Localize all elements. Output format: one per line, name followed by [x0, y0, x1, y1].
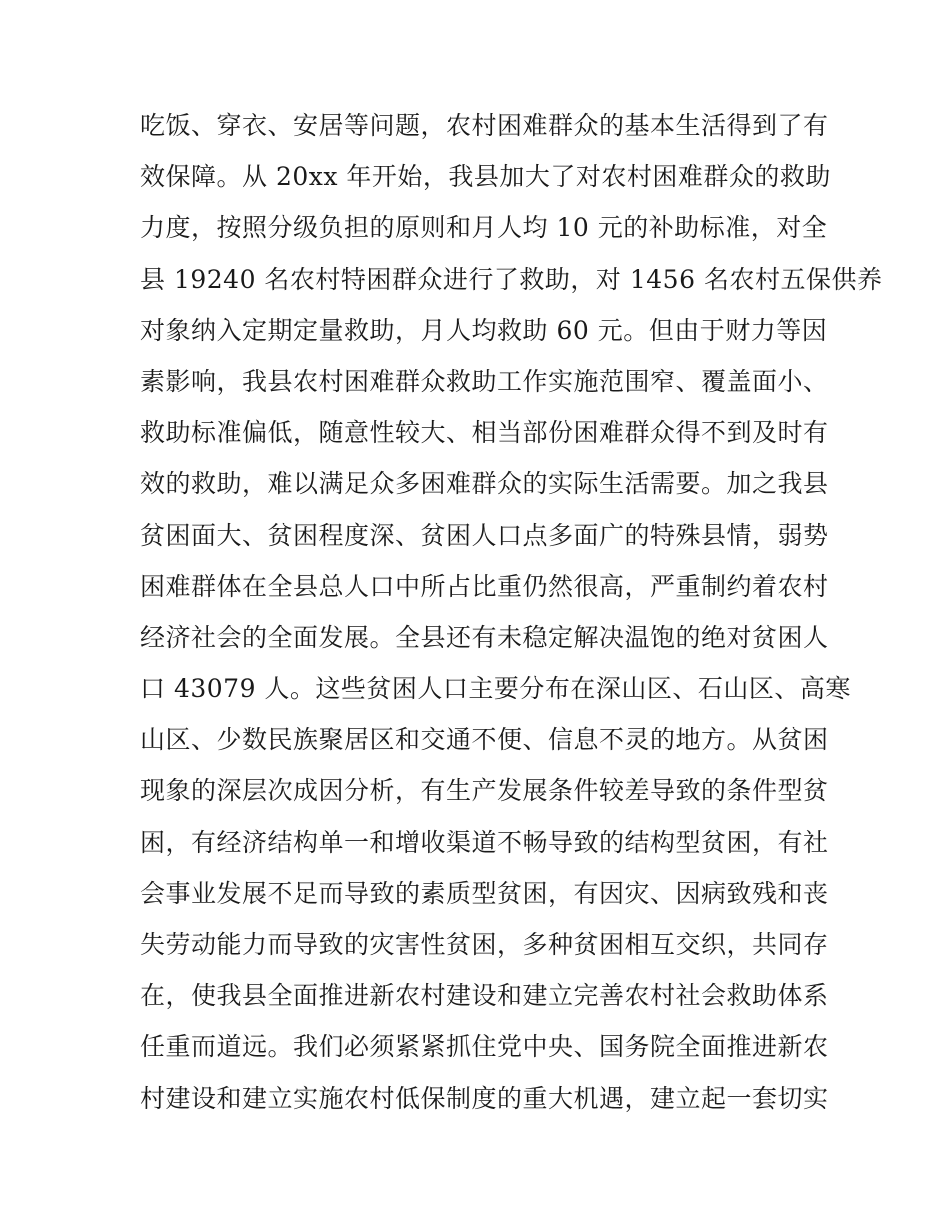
text-line: 现象的深层次成因分析，有生产发展条件较差导致的条件型贫 — [140, 776, 829, 806]
text-line: 对象纳入定期定量救助，月人均救助 60 元。但由于财力等因 — [140, 315, 828, 345]
text-line: 效保障。从 20xx 年开始，我县加大了对农村困难群众的救助 — [140, 162, 831, 192]
text-line: 口 43079 人。这些贫困人口主要分布在深山区、石山区、高寒 — [140, 674, 851, 704]
text-line: 救助标准偏低，随意性较大、相当部份困难群众得不到及时有 — [140, 418, 829, 448]
text-line: 会事业发展不足而导致的素质型贫困，有因灾、因病致残和丧 — [140, 878, 829, 908]
text-line: 在，使我县全面推进新农村建设和建立完善农村社会救助体系 — [140, 981, 829, 1011]
text-line: 吃饭、穿衣、安居等问题，农村困难群众的基本生活得到了有 — [140, 111, 829, 140]
text-line: 力度，按照分级负担的原则和月人均 10 元的补助标准，对全 — [140, 213, 828, 243]
text-line: 山区、少数民族聚居区和交通不便、信息不灵的地方。从贫困 — [140, 725, 829, 755]
text-line: 效的救助，难以满足众多困难群众的实际生活需要。加之我县 — [140, 469, 829, 499]
text-line: 贫困面大、贫困程度深、贫困人口点多面广的特殊县情，弱势 — [140, 520, 829, 550]
text-line: 村建设和建立实施农村低保制度的重大机遇，建立起一套切实 — [140, 1083, 829, 1113]
text-line: 素影响，我县农村困难群众救助工作实施范围窄、覆盖面小、 — [140, 366, 829, 396]
text-line: 县 19240 名农村特困群众进行了救助，对 1456 名农村五保供养 — [140, 264, 883, 294]
text-line: 失劳动能力而导致的灾害性贫困，多种贫困相互交织，共同存 — [140, 930, 829, 959]
text-line: 困难群体在全县总人口中所占比重仍然很高，严重制约着农村 — [140, 571, 829, 601]
text-line: 困，有经济结构单一和增收渠道不畅导致的结构型贫困，有社 — [140, 827, 829, 857]
body-paragraph — [140, 100, 883, 1124]
text-line: 经济社会的全面发展。全县还有未稳定解决温饱的绝对贫困人 — [140, 622, 829, 652]
text-line: 任重而道远。我们必须紧紧抓住党中央、国务院全面推进新农 — [140, 1032, 829, 1062]
